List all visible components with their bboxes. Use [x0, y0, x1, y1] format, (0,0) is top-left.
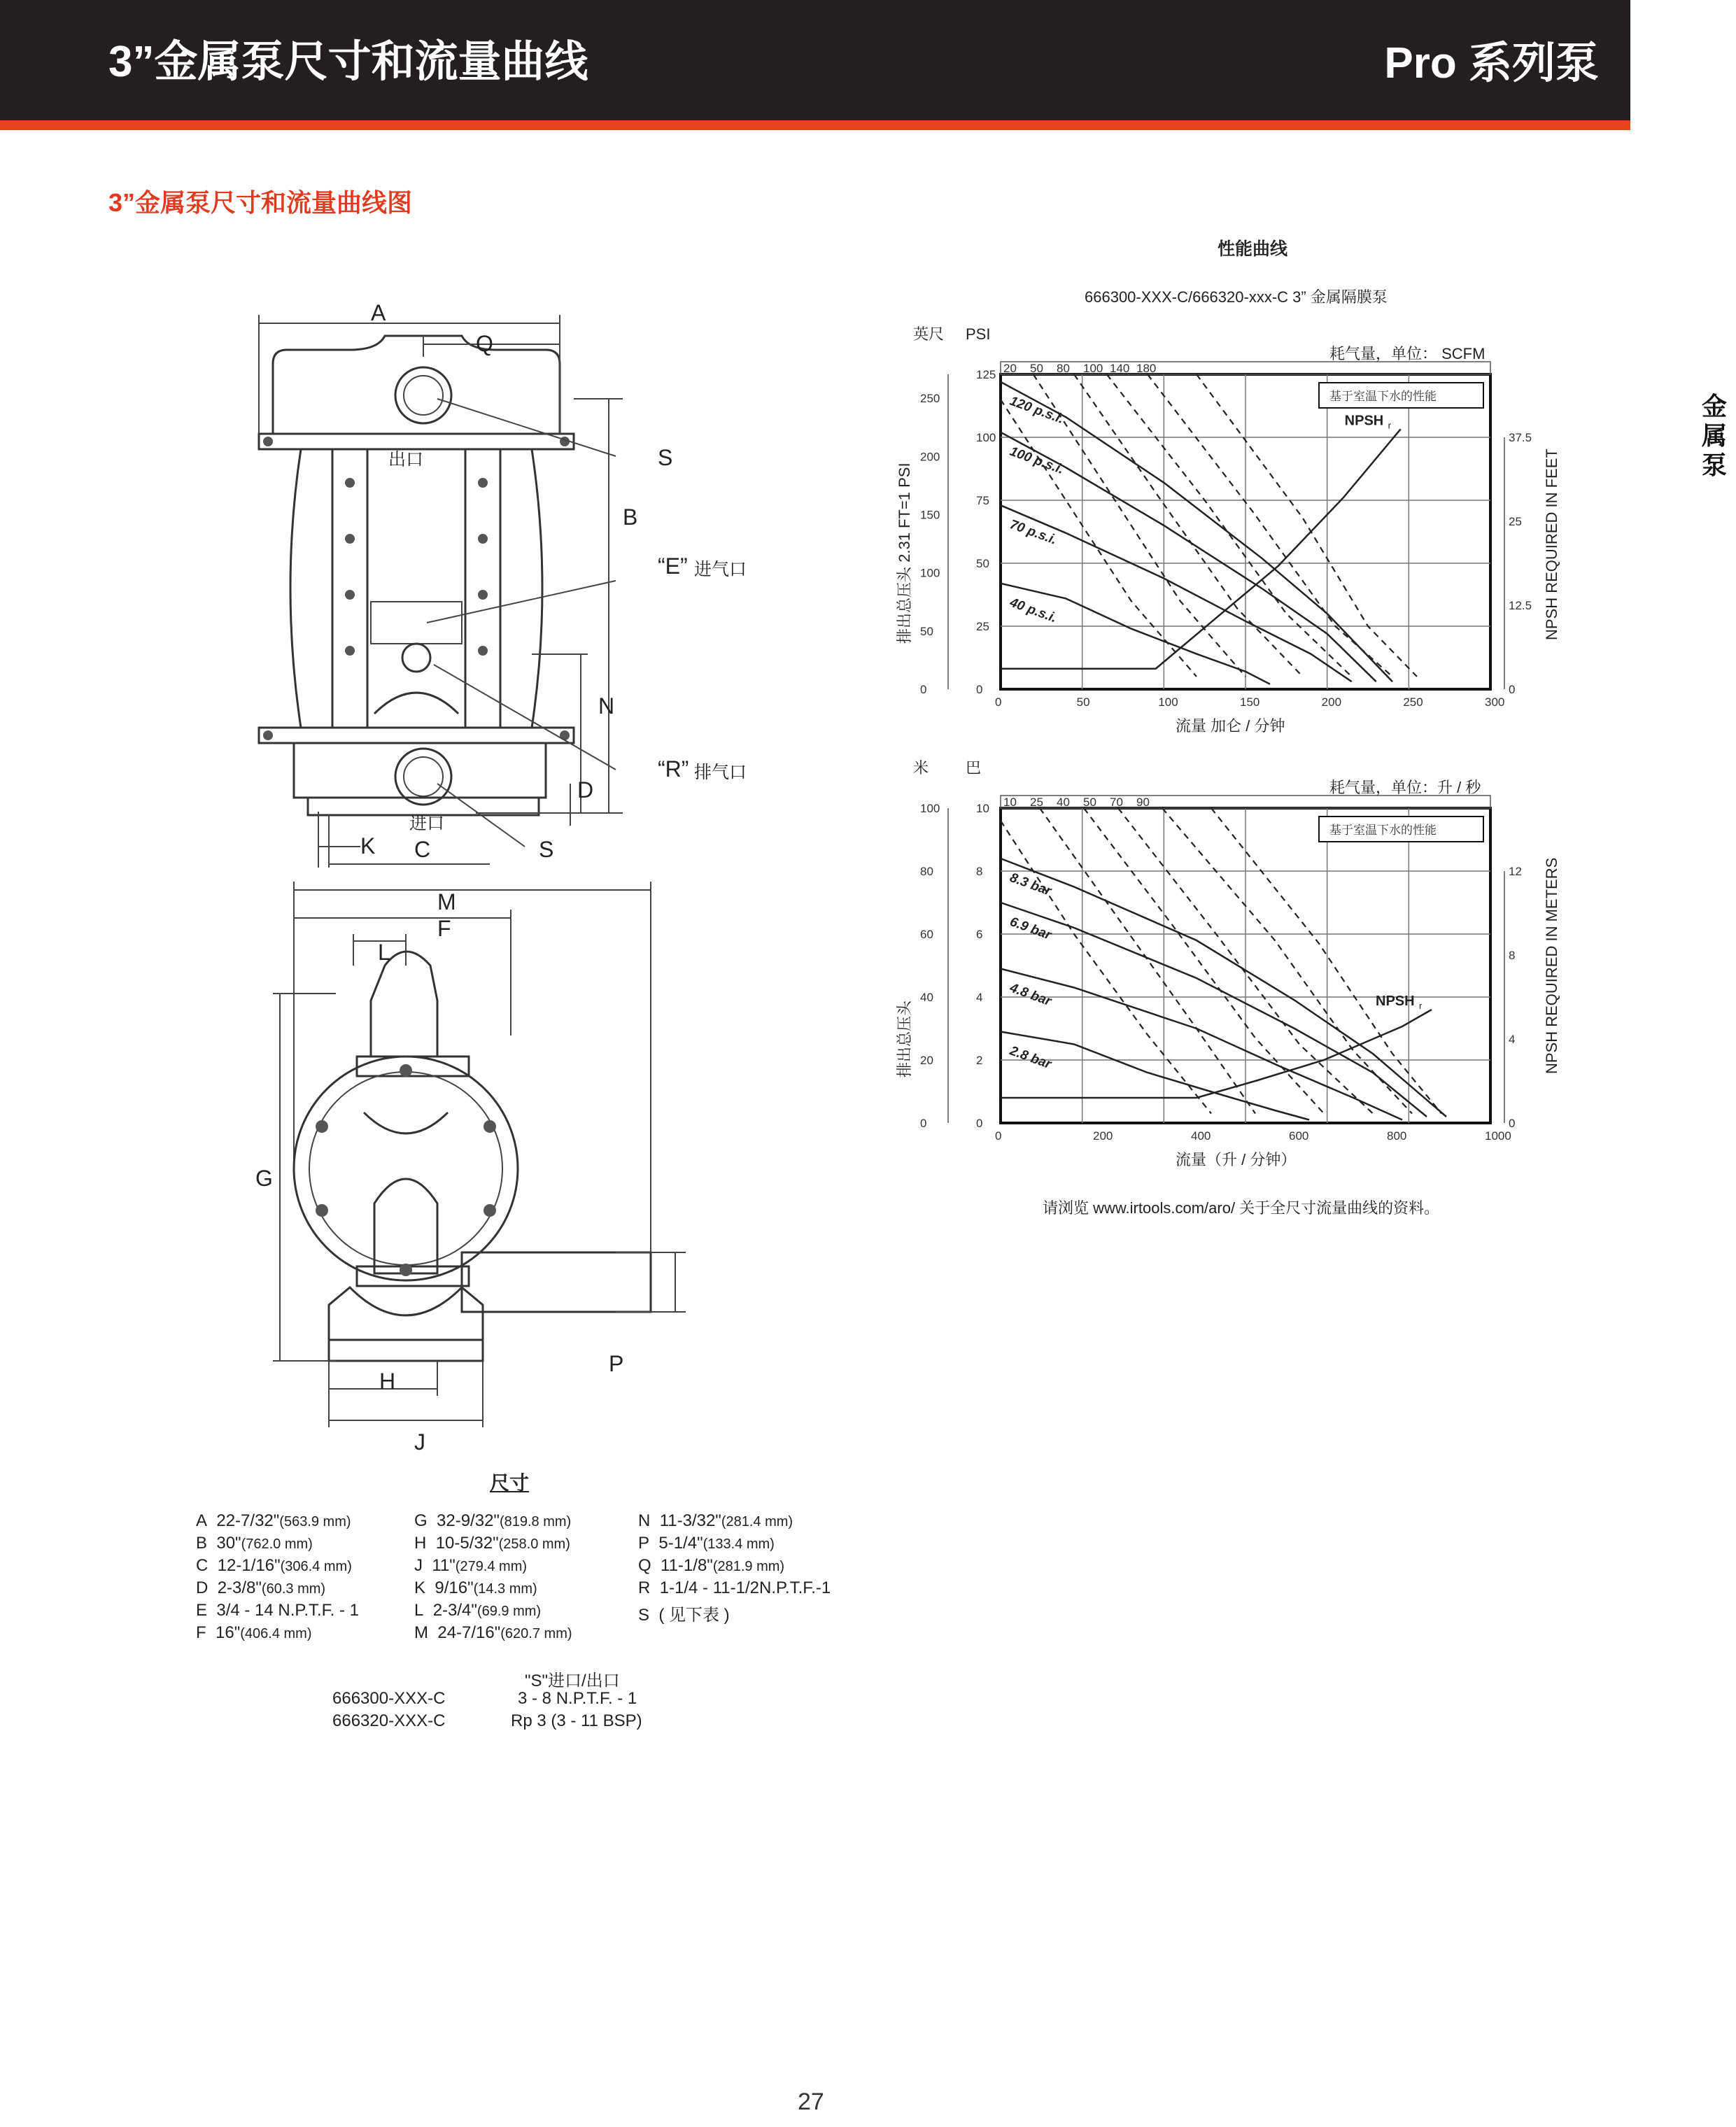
x-tick-label: 200: [1321, 695, 1342, 709]
y-outer-tick-label: 20: [920, 1054, 933, 1067]
air-inlet-label: 进气口: [694, 560, 747, 579]
dimension-row: C 12-1/16"(306.4 mm): [196, 1556, 352, 1575]
series-label: 120 p.s.i.: [1008, 393, 1066, 427]
outlet-label: 出口: [388, 450, 424, 469]
air-consumption-band: [1001, 796, 1490, 808]
air-tick-label: 140: [1110, 362, 1130, 375]
series-label: 6.9 bar: [1008, 914, 1054, 943]
dimension-row: S ( 见下表 ): [638, 1606, 730, 1625]
dim-label-P: P: [609, 1351, 624, 1376]
series-label: 4.8 bar: [1008, 980, 1054, 1010]
x-axis-label: 流量 加仑 / 分钟: [1176, 717, 1285, 735]
x-tick-label: 1000: [1485, 1129, 1511, 1143]
dim-label-M: M: [437, 889, 456, 914]
y-tick-label: 4: [976, 991, 983, 1004]
chart-title: 性能曲线: [1218, 239, 1288, 259]
y2-tick-label: 8: [1509, 948, 1516, 962]
dim-label-D: D: [577, 777, 594, 803]
x-tick-label: 200: [1093, 1129, 1113, 1143]
air-consumption-curve: [1001, 821, 1211, 1114]
y-outer-tick-label: 150: [920, 508, 940, 522]
page-number: 27: [798, 2089, 824, 2115]
air-exhaust-label: 排气口: [694, 763, 747, 782]
pressure-series-line: [1001, 382, 1392, 681]
dimension-row: R 1-1/4 - 11-1/2N.P.T.F.-1: [638, 1578, 831, 1597]
y2-axis-label: NPSH REQUIRED IN FEET: [1543, 448, 1560, 640]
air-tick-label: 10: [1003, 796, 1017, 809]
note-text: 基于室温下水的性能: [1329, 824, 1437, 837]
chart-model-label: 666300-XXX-C/666320-xxx-C 3” 金属隔膜泵: [1085, 288, 1388, 306]
y-tick-label: 0: [976, 1117, 983, 1130]
air-consumption-curve: [1084, 808, 1324, 1114]
y-pressure-units-label: 巴: [966, 759, 982, 777]
dimension-row: L 2-3/4"(69.9 mm): [414, 1601, 542, 1620]
y-outer-tick-label: 40: [920, 991, 933, 1004]
dimensions-heading: 尺寸: [490, 1472, 530, 1494]
y-pressure-units-label: PSI: [966, 325, 991, 343]
air-consumption-curve: [1040, 808, 1255, 1114]
chart-footnote: 请浏览 www.irtools.com/aro/ 关于全尺寸流量曲线的资料。: [1043, 1199, 1440, 1217]
y-outer-tick-label: 200: [920, 450, 940, 464]
y-outer-tick-label: 80: [920, 865, 933, 878]
y-outer-tick-label: 60: [920, 928, 933, 941]
y-outer-tick-label: 100: [920, 566, 940, 580]
air-tick-label: 25: [1030, 796, 1043, 809]
side-tab-label: 金属泵: [1701, 392, 1727, 479]
air-consumption-label: 耗气量，单位：升 / 秒: [1329, 779, 1481, 796]
air-consumption-curve: [1074, 374, 1303, 677]
series-label: 2.8 bar: [1008, 1043, 1054, 1073]
air-tick-label: 100: [1083, 362, 1103, 375]
x-tick-label: 50: [1076, 695, 1090, 709]
x-tick-label: 600: [1289, 1129, 1309, 1143]
air-consumption-curve: [1197, 374, 1417, 677]
air-consumption-band: [1001, 362, 1490, 374]
air-tick-label: 90: [1136, 796, 1150, 809]
air-tick-label: 80: [1057, 362, 1070, 375]
dimension-row: H 10-5/32"(258.0 mm): [414, 1534, 570, 1553]
x-tick-label: 100: [1158, 695, 1178, 709]
dim-label-G: G: [255, 1166, 273, 1191]
y2-tick-label: 0: [1509, 1117, 1516, 1130]
y-outer-tick-label: 50: [920, 624, 933, 638]
y2-tick-label: 25: [1509, 514, 1522, 528]
dim-label-Q: Q: [476, 331, 493, 356]
x-axis-label: 流量（升 / 分钟）: [1176, 1151, 1297, 1168]
y2-tick-label: 37.5: [1509, 430, 1532, 444]
series-label: 100 p.s.i.: [1008, 444, 1066, 477]
air-tick-label: 20: [1003, 362, 1017, 375]
air-tick-label: 70: [1110, 796, 1123, 809]
series-label: 70 p.s.i.: [1008, 517, 1059, 548]
y-tick-label: 50: [976, 557, 989, 570]
dim-label-L: L: [378, 940, 390, 965]
header-series-label: Pro 系列泵: [1384, 39, 1599, 87]
y-tick-label: 25: [976, 620, 989, 633]
y-outer-tick-label: 100: [920, 802, 940, 815]
y-tick-label: 10: [976, 802, 989, 815]
dim-label-C: C: [414, 837, 431, 862]
dim-label-K: K: [360, 833, 376, 858]
y-axis-label: 排出总压头 2.31 FT=1 PSI: [896, 462, 913, 644]
series-label: 40 p.s.i.: [1008, 595, 1059, 626]
air-tick-label: 40: [1057, 796, 1070, 809]
y-tick-label: 100: [976, 431, 996, 444]
npsh-subscript: r: [1388, 420, 1392, 431]
dimension-row: K 9/16"(14.3 mm): [414, 1578, 537, 1597]
y2-axis-label: NPSH REQUIRED IN METERS: [1543, 857, 1560, 1074]
y2-tick-label: 0: [1509, 683, 1516, 696]
y2-tick-label: 4: [1509, 1032, 1516, 1046]
dimension-row: A 22-7/32"(563.9 mm): [196, 1511, 351, 1530]
dimension-row: P 5-1/4"(133.4 mm): [638, 1534, 775, 1553]
dimension-row: B 30"(762.0 mm): [196, 1534, 313, 1553]
x-tick-label: 0: [995, 695, 1002, 709]
series-label: 8.3 bar: [1008, 870, 1054, 899]
y-tick-label: 75: [976, 494, 989, 507]
air-tick-label: 50: [1030, 362, 1043, 375]
x-tick-label: 800: [1387, 1129, 1407, 1143]
y-units-label: 米: [913, 759, 929, 777]
header-accent-rule: [0, 120, 1630, 130]
section-title: 3”金属泵尺寸和流量曲线图: [108, 188, 413, 217]
dimension-row: Q 11-1/8"(281.9 mm): [638, 1556, 785, 1575]
x-tick-label: 0: [995, 1129, 1002, 1143]
dimension-row: E 3/4 - 14 N.P.T.F. - 1: [196, 1601, 360, 1620]
dimension-row: G 32-9/32"(819.8 mm): [414, 1511, 572, 1530]
y-tick-label: 6: [976, 928, 983, 941]
air-consumption-label: 耗气量，单位： SCFM: [1329, 345, 1486, 362]
dim-label-H: H: [379, 1369, 396, 1394]
dim-label-F: F: [437, 916, 451, 941]
dimension-row: D 2-3/8"(60.3 mm): [196, 1578, 326, 1597]
npsh-subscript: r: [1419, 1001, 1423, 1011]
npsh-line: [1001, 1010, 1432, 1098]
s-table-model: 666320-XXX-C: [332, 1711, 446, 1730]
dim-label-S-top: S: [658, 445, 673, 470]
performance-chart-metric: [896, 742, 1581, 1189]
front-view: [259, 315, 623, 868]
dimension-row: N 11-3/32"(281.4 mm): [638, 1511, 793, 1530]
dim-label-S-bottom: S: [539, 837, 554, 862]
y-tick-label: 8: [976, 865, 983, 878]
inlet-label: 进口: [409, 814, 445, 833]
x-tick-label: 150: [1240, 695, 1260, 709]
y-tick-label: 2: [976, 1054, 983, 1067]
air-tick-label: 180: [1136, 362, 1157, 375]
dim-label-B: B: [623, 504, 638, 530]
dim-label-N: N: [598, 693, 615, 719]
performance-chart-imperial: [896, 308, 1581, 756]
dim-label-E: “E”: [658, 553, 688, 579]
x-tick-label: 400: [1191, 1129, 1211, 1143]
dimension-row: J 11"(279.4 mm): [414, 1556, 528, 1575]
y-outer-tick-label: 250: [920, 392, 940, 406]
y-outer-tick-label: 0: [920, 1117, 927, 1130]
side-view: [273, 882, 686, 1427]
note-text: 基于室温下水的性能: [1329, 390, 1437, 403]
air-consumption-curve: [1107, 374, 1352, 677]
dim-label-J: J: [414, 1429, 425, 1455]
dim-label-R: “R”: [658, 756, 689, 782]
y-tick-label: 125: [976, 368, 996, 381]
npsh-label: NPSH: [1376, 994, 1415, 1009]
x-tick-label: 300: [1485, 695, 1505, 709]
s-table-model: 666300-XXX-C: [332, 1689, 446, 1708]
header-title: 3”金属泵尺寸和流量曲线: [108, 38, 588, 86]
s-table-heading: "S"进口/出口: [525, 1672, 620, 1690]
dimension-row: F 16"(406.4 mm): [196, 1623, 312, 1642]
air-tick-label: 50: [1083, 796, 1096, 809]
y-units-label: 英尺: [913, 325, 945, 343]
s-table-value: 3 - 8 N.P.T.F. - 1: [518, 1689, 637, 1708]
y-tick-label: 0: [976, 683, 983, 696]
x-tick-label: 250: [1403, 695, 1423, 709]
dim-label-A: A: [371, 300, 386, 325]
y2-tick-label: 12: [1509, 864, 1522, 878]
y2-tick-label: 12.5: [1509, 598, 1532, 612]
y-axis-label: 排出总压头: [896, 1000, 913, 1077]
s-table-value: Rp 3 (3 - 11 BSP): [511, 1711, 642, 1730]
npsh-label: NPSH: [1344, 413, 1384, 429]
air-consumption-curve: [1162, 808, 1412, 1114]
dimension-row: M 24-7/16"(620.7 mm): [414, 1623, 572, 1642]
pump-dimension-drawing: [196, 294, 812, 1483]
y-outer-tick-label: 0: [920, 683, 927, 696]
